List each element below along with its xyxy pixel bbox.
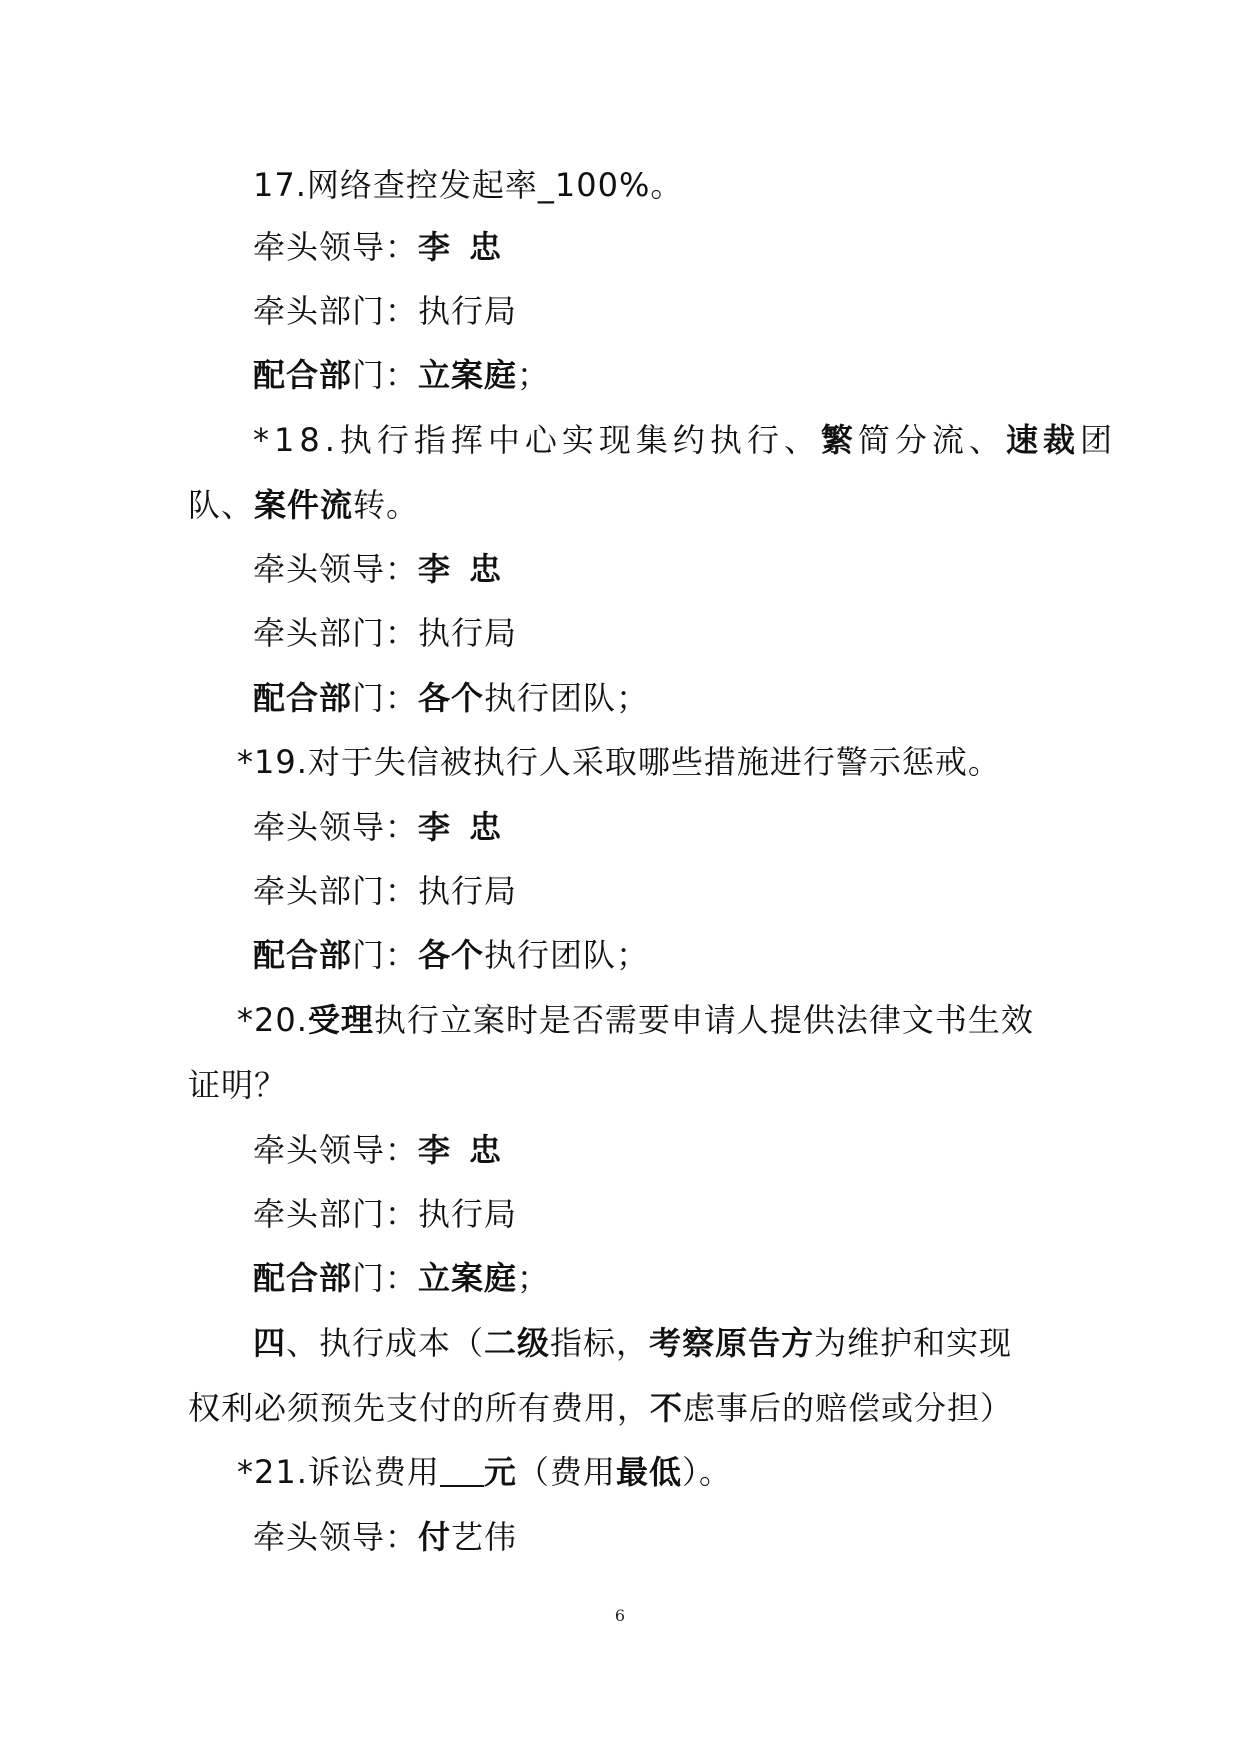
item-17-title: 17.网络查控发起率_100%。 [253, 166, 684, 204]
item-20-title-line2: 证明？ [188, 1066, 288, 1104]
section-4-heading-line1: 四、执行成本（二级指标，考察原告方为维护和实现 [253, 1324, 1013, 1362]
item-21-leader: 牵头领导：付艺伟 [253, 1518, 518, 1556]
item-19-coop: 配合部门：各个执行团队； [253, 936, 650, 974]
item-19-dept: 牵头部门：执行局 [253, 872, 518, 910]
item-18-title-line1: *18.执行指挥中心实现集约执行、繁简分流、速裁团 [253, 421, 1117, 459]
item-17-dept: 牵头部门：执行局 [253, 292, 518, 330]
item-18-coop: 配合部门：各个执行团队； [253, 679, 650, 717]
item-21-title: *21.诉讼费用 元（费用最低）。 [237, 1453, 732, 1491]
item-17-leader: 牵头领导：李 忠 [253, 228, 503, 266]
item-17-coop: 配合部门：立案庭； [253, 356, 551, 394]
item-18-leader: 牵头领导：李 忠 [253, 550, 503, 588]
fill-in-blank [440, 1455, 484, 1487]
item-20-title-line1: *20.受理执行立案时是否需要申请人提供法律文书生效 [237, 1001, 1034, 1039]
item-20-leader: 牵头领导：李 忠 [253, 1131, 503, 1169]
section-4-heading-line2: 权利必须预先支付的所有费用，不虑事后的赔偿或分担） [188, 1389, 1014, 1427]
page-number: 6 [614, 1606, 626, 1625]
item-18-dept: 牵头部门：执行局 [253, 614, 518, 652]
item-19-leader: 牵头领导：李 忠 [253, 808, 503, 846]
item-20-coop: 配合部门：立案庭； [253, 1259, 551, 1297]
item-18-title-line2: 队、案件流转。 [188, 486, 420, 524]
item-19-title: *19.对于失信被执行人采取哪些措施进行警示惩戒。 [237, 743, 1001, 781]
item-20-dept: 牵头部门：执行局 [253, 1195, 518, 1233]
